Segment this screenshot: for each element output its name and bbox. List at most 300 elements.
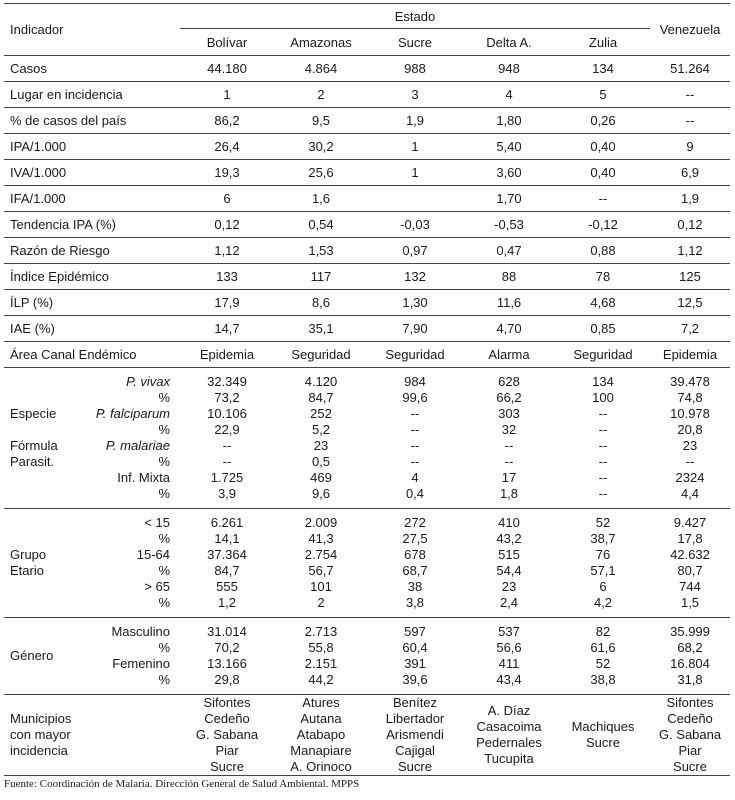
sub-label: % bbox=[158, 563, 170, 578]
municipio-name: Casacoima bbox=[476, 719, 542, 734]
cell-value: -- bbox=[410, 406, 420, 421]
municipios-cell bbox=[368, 695, 462, 776]
cell-value: 0,85 bbox=[556, 316, 650, 342]
cell-value: 391 bbox=[404, 656, 426, 671]
cell-value: 1,9 bbox=[368, 108, 462, 134]
genero-row bbox=[4, 656, 730, 672]
cell-value: -- bbox=[598, 454, 608, 469]
sub-label: % bbox=[158, 422, 170, 437]
sub-label-cell bbox=[4, 406, 180, 422]
municipio-name: Autana bbox=[300, 711, 342, 726]
cell-value: 0,4 bbox=[368, 486, 462, 509]
cell-value: 6 bbox=[599, 579, 607, 594]
cell-value: 6.261 bbox=[210, 515, 244, 530]
cell-value: 252 bbox=[310, 406, 332, 421]
header-state: Delta A. bbox=[462, 29, 556, 56]
header-state: Bolívar bbox=[180, 29, 274, 56]
grupo-row bbox=[4, 509, 730, 532]
cell-value: 4,2 bbox=[556, 595, 650, 618]
especie-label: Especie bbox=[10, 406, 57, 421]
cell-value: 32 bbox=[501, 422, 517, 437]
cell-value: 2.754 bbox=[304, 547, 338, 562]
cell-value: 555 bbox=[216, 579, 238, 594]
cell-value: 44,2 bbox=[274, 672, 368, 695]
sub-label-cell bbox=[4, 579, 180, 595]
cell-value: 469 bbox=[310, 470, 332, 485]
area-canal-row bbox=[4, 342, 730, 368]
cell-value: 678 bbox=[404, 547, 426, 562]
cell-value: 39.478 bbox=[670, 374, 710, 389]
cell-value: 14,1 bbox=[214, 531, 240, 546]
cell-value: -- bbox=[556, 486, 650, 509]
sub-label-cell bbox=[4, 422, 180, 438]
municipio-name: Sucre bbox=[210, 759, 244, 774]
sub-label: 15-64 bbox=[136, 547, 170, 562]
cell-value: 22,9 bbox=[214, 422, 240, 437]
cell-value: 23 bbox=[313, 438, 329, 453]
cell-value: 1,9 bbox=[650, 186, 730, 212]
cell-value: 132 bbox=[368, 264, 462, 290]
sub-label-cell bbox=[4, 454, 180, 470]
especie-row bbox=[4, 438, 730, 454]
cell-value: 84,7 bbox=[214, 563, 240, 578]
row-label: Tendencia IPA (%) bbox=[4, 212, 180, 238]
cell-value: 1,80 bbox=[462, 108, 556, 134]
grupo-row bbox=[4, 563, 730, 579]
grupo-row bbox=[4, 531, 730, 547]
municipio-name: Benítez bbox=[392, 695, 438, 710]
cell-value: 86,2 bbox=[180, 108, 274, 134]
municipios-cell bbox=[556, 695, 650, 776]
municipio-name: Sucre bbox=[586, 735, 620, 750]
row-label: Índice Epidémico bbox=[4, 264, 180, 290]
sub-label-cell bbox=[4, 595, 180, 618]
cell-value: 38 bbox=[407, 579, 423, 594]
sub-label: % bbox=[158, 486, 170, 501]
municipio-name: Piar bbox=[678, 743, 702, 758]
cell-value: 31,8 bbox=[650, 672, 730, 695]
cell-value: 17,9 bbox=[180, 290, 274, 316]
cell-value: -0,53 bbox=[462, 212, 556, 238]
row-label: IAE (%) bbox=[4, 316, 180, 342]
sub-label: P. falciparum bbox=[95, 406, 170, 421]
sub-label-cell bbox=[4, 509, 180, 532]
cell-value: 19,3 bbox=[180, 160, 274, 186]
sub-label: % bbox=[158, 454, 170, 469]
cell-value: 4.120 bbox=[304, 374, 338, 389]
cell-value: 44.180 bbox=[180, 56, 274, 82]
cell-value: 0,26 bbox=[556, 108, 650, 134]
cell-value: 5,40 bbox=[462, 134, 556, 160]
cell-value: -- bbox=[410, 438, 420, 453]
cell-value: 30,2 bbox=[274, 134, 368, 160]
cell-value: 0,40 bbox=[556, 134, 650, 160]
municipio-name: Piar bbox=[215, 743, 239, 758]
municipio-name: Tucupita bbox=[484, 751, 534, 766]
cell-value: -- bbox=[650, 82, 730, 108]
sub-label-cell bbox=[4, 531, 180, 547]
cell-value: 537 bbox=[498, 624, 520, 639]
cell-value: 4.864 bbox=[274, 56, 368, 82]
cell-value: 57,1 bbox=[590, 563, 616, 578]
municipios-label-line: incidencia bbox=[10, 743, 68, 758]
table-row bbox=[4, 212, 730, 238]
sub-label: P. vivax bbox=[126, 374, 170, 389]
cell-value: 2,4 bbox=[462, 595, 556, 618]
cell-value: 303 bbox=[498, 406, 520, 421]
cell-value: -- bbox=[598, 438, 608, 453]
table-row bbox=[4, 108, 730, 134]
cell-value: 55,8 bbox=[308, 640, 334, 655]
formula-label: Fórmula bbox=[10, 438, 58, 453]
cell-value: 82 bbox=[595, 624, 611, 639]
cell-value: 272 bbox=[404, 515, 426, 530]
sub-label-cell bbox=[4, 618, 180, 641]
cell-value: -- bbox=[504, 454, 514, 469]
table-row bbox=[4, 160, 730, 186]
cell-value: 74,8 bbox=[677, 390, 703, 405]
cell-value: 7,90 bbox=[368, 316, 462, 342]
cell-value: 99,6 bbox=[402, 390, 428, 405]
especie-row bbox=[4, 422, 730, 438]
table-row bbox=[4, 316, 730, 342]
cell-value: 4 bbox=[411, 470, 419, 485]
etario-label: Etario bbox=[10, 563, 44, 578]
cell-value: -- bbox=[410, 422, 420, 437]
cell-value: -- bbox=[650, 108, 730, 134]
sub-label-cell bbox=[4, 656, 180, 672]
table-row bbox=[4, 82, 730, 108]
cell-value: 78 bbox=[556, 264, 650, 290]
cell-value: 43,4 bbox=[462, 672, 556, 695]
grupo-label: Grupo bbox=[10, 547, 47, 562]
cell-value: 1 bbox=[368, 134, 462, 160]
cell-value: 0,12 bbox=[650, 212, 730, 238]
cell-value: 41,3 bbox=[308, 531, 334, 546]
cell-value: 1 bbox=[368, 160, 462, 186]
cell-value: 4,68 bbox=[556, 290, 650, 316]
cell-value: 2.151 bbox=[304, 656, 338, 671]
row-label: IPA/1.000 bbox=[4, 134, 180, 160]
cell-value: 7,2 bbox=[650, 316, 730, 342]
cell-value: 10.978 bbox=[670, 406, 710, 421]
cell-value: 52 bbox=[595, 515, 611, 530]
sub-label-cell bbox=[4, 438, 180, 454]
cell-value: 1,6 bbox=[274, 186, 368, 212]
cell-value: -- bbox=[410, 454, 420, 469]
row-label: Casos bbox=[4, 56, 180, 82]
sub-label-cell bbox=[4, 368, 180, 391]
cell-value: Seguridad bbox=[274, 342, 368, 368]
cell-value: 988 bbox=[368, 56, 462, 82]
cell-value: 3 bbox=[368, 82, 462, 108]
cell-value: 1,12 bbox=[650, 238, 730, 264]
cell-value: 134 bbox=[556, 56, 650, 82]
cell-value: 117 bbox=[274, 264, 368, 290]
header-state: Zulia bbox=[556, 29, 650, 56]
genero-row bbox=[4, 618, 730, 641]
cell-value: 12,5 bbox=[650, 290, 730, 316]
sub-label-cell bbox=[4, 563, 180, 579]
cell-value: 5,2 bbox=[311, 422, 331, 437]
row-label: Lugar en incidencia bbox=[4, 82, 180, 108]
cell-value: 1,30 bbox=[368, 290, 462, 316]
municipio-name: G. Sabana bbox=[195, 727, 259, 742]
sub-label: > 65 bbox=[144, 579, 170, 594]
cell-value: 10.106 bbox=[207, 406, 247, 421]
municipio-name: Atures bbox=[302, 695, 340, 710]
cell-value: 80,7 bbox=[677, 563, 703, 578]
municipio-name: A. Orinoco bbox=[290, 759, 352, 774]
cell-value: 42.632 bbox=[670, 547, 710, 562]
cell-value: 125 bbox=[650, 264, 730, 290]
row-label: ÍLP (%) bbox=[4, 290, 180, 316]
cell-value: 948 bbox=[462, 56, 556, 82]
cell-value: 1,70 bbox=[462, 186, 556, 212]
cell-value: Seguridad bbox=[556, 342, 650, 368]
cell-value: 27,5 bbox=[402, 531, 428, 546]
municipios-cell bbox=[462, 695, 556, 776]
cell-value: 29,8 bbox=[180, 672, 274, 695]
cell-value: 1.725 bbox=[210, 470, 244, 485]
cell-value: 0,40 bbox=[556, 160, 650, 186]
table-body bbox=[4, 4, 730, 776]
municipios-label bbox=[4, 695, 180, 776]
cell-value: 1 bbox=[180, 82, 274, 108]
genero-row bbox=[4, 672, 730, 695]
cell-value: 37.364 bbox=[207, 547, 247, 562]
cell-value: 76 bbox=[595, 547, 611, 562]
cell-value: 1,2 bbox=[180, 595, 274, 618]
cell-value: 16.804 bbox=[670, 656, 710, 671]
cell-value: 101 bbox=[310, 579, 332, 594]
municipio-name: A. Díaz bbox=[487, 703, 531, 718]
sub-label-cell bbox=[4, 470, 180, 486]
cell-value: 38,8 bbox=[556, 672, 650, 695]
municipio-name: Manapiare bbox=[290, 743, 352, 758]
cell-value: 0,54 bbox=[274, 212, 368, 238]
row-label: Razón de Riesgo bbox=[4, 238, 180, 264]
cell-value: 35.999 bbox=[670, 624, 710, 639]
cell-value: 38,7 bbox=[590, 531, 616, 546]
cell-value: 0,97 bbox=[368, 238, 462, 264]
sub-label: P. malariae bbox=[105, 438, 170, 453]
header-indicador: Indicador bbox=[4, 4, 180, 56]
row-label: Área Canal Endémico bbox=[4, 342, 180, 368]
cell-value: 9 bbox=[650, 134, 730, 160]
header-venezuela: Venezuela bbox=[650, 4, 730, 56]
municipios-cell bbox=[180, 695, 274, 776]
municipios-cell bbox=[274, 695, 368, 776]
cell-value: 20,8 bbox=[677, 422, 703, 437]
municipio-name: Cedeño bbox=[667, 711, 713, 726]
table-row bbox=[4, 186, 730, 212]
municipios-cell bbox=[650, 695, 730, 776]
cell-value: 411 bbox=[498, 656, 520, 671]
sub-label: Inf. Mixta bbox=[117, 470, 170, 485]
grupo-row bbox=[4, 547, 730, 563]
cell-value: 88 bbox=[462, 264, 556, 290]
cell-value: -- bbox=[222, 438, 232, 453]
grupo-row bbox=[4, 595, 730, 618]
cell-value: -- bbox=[598, 470, 608, 485]
genero-label: Género bbox=[10, 648, 54, 663]
cell-value: 17 bbox=[501, 470, 517, 485]
cell-value: 2324 bbox=[675, 470, 705, 485]
sub-label: % bbox=[158, 390, 170, 405]
cell-value: 68,2 bbox=[677, 640, 703, 655]
cell-value: 39,6 bbox=[368, 672, 462, 695]
cell-value: -0,03 bbox=[368, 212, 462, 238]
cell-value: 1,5 bbox=[650, 595, 730, 618]
municipio-name: Sucre bbox=[398, 759, 432, 774]
cell-value: -- bbox=[598, 406, 608, 421]
cell-value: 5 bbox=[556, 82, 650, 108]
municipio-name: Pedernales bbox=[476, 735, 542, 750]
especie-row bbox=[4, 368, 730, 391]
cell-value: 2 bbox=[274, 82, 368, 108]
header-estado: Estado bbox=[180, 4, 650, 29]
cell-value: 3,8 bbox=[368, 595, 462, 618]
row-label: IFA/1.000 bbox=[4, 186, 180, 212]
cell-value: 515 bbox=[498, 547, 520, 562]
table-row bbox=[4, 264, 730, 290]
sub-label-cell bbox=[4, 640, 180, 663]
cell-value: 56,7 bbox=[308, 563, 334, 578]
municipios-label-line: con mayor bbox=[10, 727, 71, 742]
cell-value: Seguridad bbox=[368, 342, 462, 368]
cell-value: 134 bbox=[592, 374, 614, 389]
cell-value: 4 bbox=[462, 82, 556, 108]
municipios-row bbox=[4, 695, 730, 776]
cell-value: 23 bbox=[682, 438, 698, 453]
cell-value: 73,2 bbox=[214, 390, 240, 405]
header-state: Amazonas bbox=[274, 29, 368, 56]
municipio-name: Sifontes bbox=[203, 695, 251, 710]
source-note: Fuente: Coordinación de Malaria. Dirección General de Salud Ambiental. MPPS bbox=[4, 778, 360, 790]
cell-value: 0,88 bbox=[556, 238, 650, 264]
sub-label: % bbox=[158, 672, 170, 687]
sub-label: Femenino bbox=[112, 656, 170, 671]
municipios-label-line: Municipios bbox=[10, 711, 72, 726]
municipio-name: Sucre bbox=[673, 759, 707, 774]
municipio-name: Sifontes bbox=[666, 695, 714, 710]
cell-value: 984 bbox=[404, 374, 426, 389]
cell-value: 3,9 bbox=[180, 486, 274, 509]
cell-value: Epidemia bbox=[650, 342, 730, 368]
municipio-name: Libertador bbox=[385, 711, 445, 726]
cell-value: 70,2 bbox=[214, 640, 240, 655]
cell-value: 2.713 bbox=[304, 624, 338, 639]
cell-value: 56,6 bbox=[496, 640, 522, 655]
sub-label: Masculino bbox=[111, 624, 170, 639]
cell-value: 25,6 bbox=[274, 160, 368, 186]
cell-value: 60,4 bbox=[402, 640, 428, 655]
cell-value: 4,70 bbox=[462, 316, 556, 342]
cell-value: 0,47 bbox=[462, 238, 556, 264]
cell-value: 61,6 bbox=[590, 640, 616, 655]
cell-value: 1,53 bbox=[274, 238, 368, 264]
especie-row bbox=[4, 470, 730, 486]
cell-value: 51.264 bbox=[650, 56, 730, 82]
cell-value: 68,7 bbox=[402, 563, 428, 578]
sub-label-cell bbox=[4, 672, 180, 695]
grupo-row bbox=[4, 579, 730, 595]
cell-value: Alarma bbox=[462, 342, 556, 368]
cell-value: -- bbox=[685, 454, 695, 469]
especie-row bbox=[4, 406, 730, 422]
cell-value: 66,2 bbox=[496, 390, 522, 405]
cell-value: -- bbox=[222, 454, 232, 469]
header-state: Sucre bbox=[368, 29, 462, 56]
cell-value: 100 bbox=[592, 390, 614, 405]
cell-value: 2.009 bbox=[304, 515, 338, 530]
cell-value: 1,12 bbox=[180, 238, 274, 264]
malaria-indicators-table bbox=[4, 3, 730, 776]
parasit-label: Parasit. bbox=[10, 454, 55, 469]
municipio-name: Cajigal bbox=[395, 743, 435, 758]
cell-value: 1,8 bbox=[462, 486, 556, 509]
table-row bbox=[4, 134, 730, 160]
cell-value: 6 bbox=[180, 186, 274, 212]
municipio-name: Arismendi bbox=[386, 727, 444, 742]
sub-label: % bbox=[158, 595, 170, 610]
sub-label-cell bbox=[4, 390, 180, 406]
cell-value: -0,12 bbox=[556, 212, 650, 238]
cell-value: 31.014 bbox=[207, 624, 247, 639]
cell-value: 2 bbox=[274, 595, 368, 618]
sub-label: < 15 bbox=[144, 515, 170, 530]
cell-value: 35,1 bbox=[274, 316, 368, 342]
cell-value: 8,6 bbox=[274, 290, 368, 316]
especie-row bbox=[4, 486, 730, 509]
table-row bbox=[4, 290, 730, 316]
sub-label-cell bbox=[4, 547, 180, 563]
municipio-name: Cedeño bbox=[204, 711, 250, 726]
row-label: IVA/1.000 bbox=[4, 160, 180, 186]
cell-value: 9,5 bbox=[274, 108, 368, 134]
genero-row bbox=[4, 640, 730, 656]
cell-value: 13.166 bbox=[207, 656, 247, 671]
cell-value: 628 bbox=[498, 374, 520, 389]
cell-value: 43,2 bbox=[496, 531, 522, 546]
cell-value: 17,8 bbox=[677, 531, 703, 546]
cell-value: 4,4 bbox=[650, 486, 730, 509]
cell-value: 14,7 bbox=[180, 316, 274, 342]
cell-value: 6,9 bbox=[650, 160, 730, 186]
cell-value: 32.349 bbox=[207, 374, 247, 389]
especie-row bbox=[4, 454, 730, 470]
municipio-name: Machiques bbox=[571, 719, 635, 734]
cell-value: 0,12 bbox=[180, 212, 274, 238]
sub-label-cell bbox=[4, 486, 180, 509]
cell-value: 410 bbox=[498, 515, 520, 530]
cell-value: Epidemia bbox=[180, 342, 274, 368]
cell-value: 597 bbox=[404, 624, 426, 639]
table-row bbox=[4, 238, 730, 264]
especie-row bbox=[4, 390, 730, 406]
cell-value: 0,5 bbox=[311, 454, 331, 469]
cell-value: 9,6 bbox=[274, 486, 368, 509]
cell-value: 52 bbox=[595, 656, 611, 671]
cell-value: -- bbox=[504, 438, 514, 453]
cell-value: 23 bbox=[501, 579, 517, 594]
cell-value: 9.427 bbox=[673, 515, 707, 530]
cell-value bbox=[368, 186, 462, 212]
sub-label: % bbox=[158, 531, 170, 546]
cell-value: 133 bbox=[180, 264, 274, 290]
cell-value: -- bbox=[556, 186, 650, 212]
